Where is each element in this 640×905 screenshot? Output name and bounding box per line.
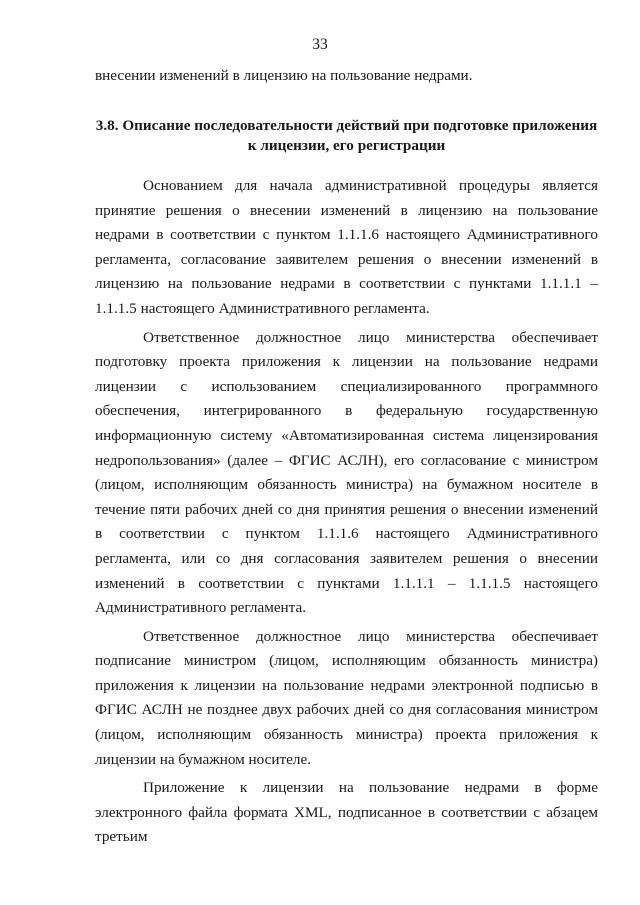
paragraph-signing: Ответственное должностное лицо министерства обеспечивает подписание министром (лицом, исполняющим обязанность министра) приложения к лицензии на пользование недрами электронной подписью в ФГИС АСЛН не позднее двух рабочих дней со дня согласования министром (лицом, исполняющим обязанность министра) проекта приложения к лицензии на бумажном носителе. (95, 627, 598, 768)
continuation-line: внесении изменений в лицензию на пользование недрами. (95, 67, 473, 84)
paragraph-preparation: Ответственное должностное лицо министерства обеспечивает подготовку проекта приложения к лицензии на пользование недрами лицензии с использованием специализированного программного обеспечения, интегрированного в федеральную государственную информационную систему «Автоматизированная система лицензирования недропользования» (далее – ФГИС АСЛН), его согласование с министром (лицом, исполняющим обязанность министра) на бумажном носителе в течение пяти рабочих дней со дня принятия решения о внесении изменений в соответствии с пунктом 1.1.1.6 настоящего Административного регламента, или со дня согласования заявителем решения о внесении изменений в соответствии с пунктами 1.1.1.1 – 1.1.1.5 настоящего Административного регламента. (95, 328, 598, 617)
page-number: 33 (312, 36, 328, 53)
section-heading: 3.8. Описание последовательности действий при подготовке приложения к лицензии, его регистрации (95, 117, 598, 154)
paragraph-basis: Основанием для начала административной процедуры является принятие решения о внесении изменений в лицензию на пользование недрами в соответствии с пунктом 1.1.1.6 настоящего Административного регламента, согласование заявителем решения о внесении изменений в лицензию на пользование недрами в соответствии с пунктами 1.1.1.1 – 1.1.1.5 настоящего Административного регламента. (95, 177, 598, 317)
section-body (95, 174, 598, 850)
paragraph-xml-file: Приложение к лицензии на пользование недрами в форме электронного файла формата XML, подписанное в соответствии с абзацем третьим (95, 779, 598, 846)
